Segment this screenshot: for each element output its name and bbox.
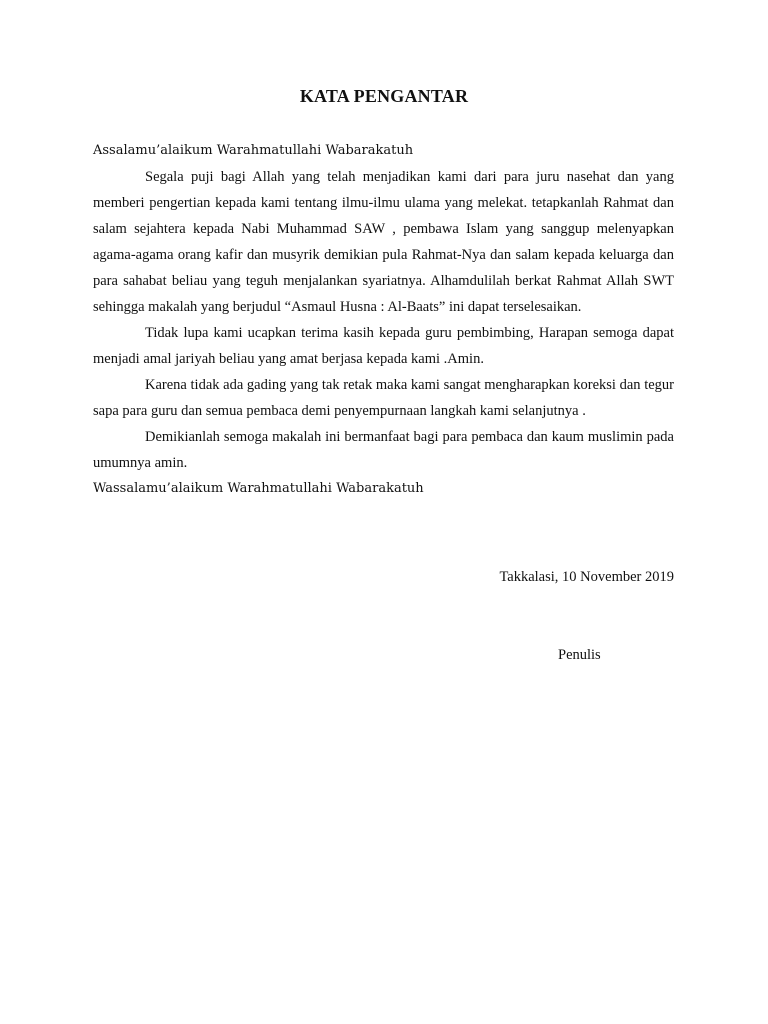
document-body bbox=[93, 138, 674, 502]
paragraph-praise: Segala puji bagi Allah yang telah menjadikan kami dari para juru nasehat dan yang memberi pengertian kepada kami tentang ilmu-ilmu ulama yang melekat. tetapkanlah Rahmat dan salam sejahtera kepada Nabi Muhammad SAW , pembawa Islam yang sanggup melenyapkan agama-agama orang kafir dan musyrik demikian pula Rahmat-Nya dan salam kepada keluarga dan para sahabat beliau yang teguh menjalankan syariatnya. Alhamdulilah berkat Rahmat Allah SWT sehingga makalah yang berjudul “Asmaul Husna : Al-Baats” ini dapat terselesaikan. bbox=[93, 169, 674, 315]
paragraph-apology: Karena tidak ada gading yang tak retak maka kami sangat mengharapkan koreksi dan tegur sapa para guru dan semua pembaca demi penyempurnaan langkah kami selanjutnya . bbox=[93, 377, 674, 419]
author-signature: Penulis bbox=[558, 647, 601, 663]
document-title: KATA PENGANTAR bbox=[299, 86, 469, 106]
opening-greeting: Assalamu’alaikum Warahmatullahi Wabarakatuh bbox=[93, 143, 414, 158]
place-and-date: Takkalasi, 10 November 2019 bbox=[499, 569, 674, 585]
closing-greeting: Wassalamu’alaikum Warahmatullahi Wabarakatuh bbox=[93, 481, 424, 496]
paragraph-thanks: Tidak lupa kami ucapkan terima kasih kepada guru pembimbing, Harapan semoga dapat menjadi amal jariyah beliau yang amat berjasa kepada kami .Amin. bbox=[93, 325, 674, 367]
paragraph-closing: Demikianlah semoga makalah ini bermanfaat bagi para pembaca dan kaum muslimin pada umumnya amin. bbox=[93, 429, 674, 471]
